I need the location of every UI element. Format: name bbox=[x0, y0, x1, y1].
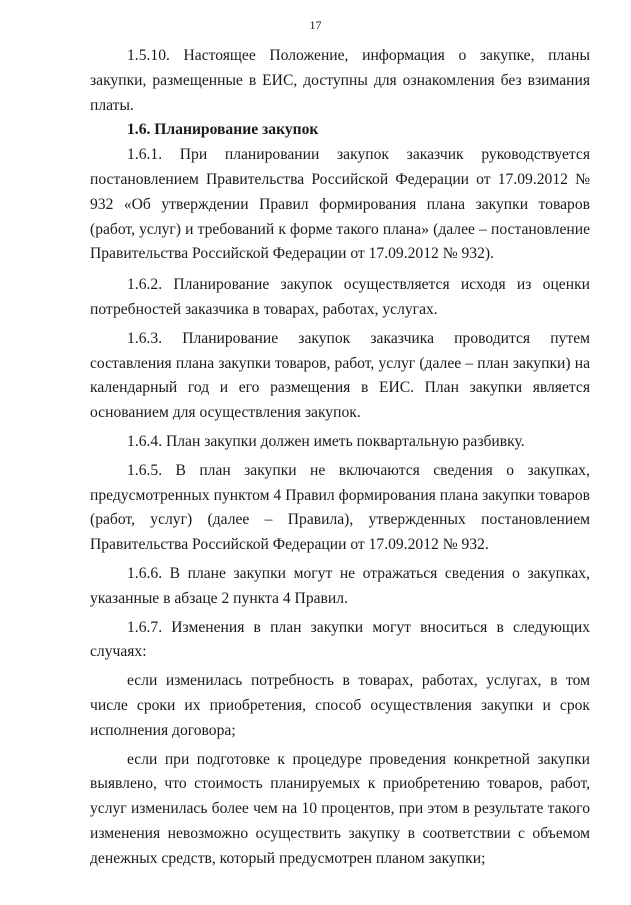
paragraph-1-6-5: 1.6.5. В план закупки не включаются сведения о закупках, предусмотренных пунктом 4 Правил формирования плана закупки товаров (работ, услуг) (далее – Правила), утвержденных постановлением Правительства Российской Федерации от 17.09.2012 № 932. bbox=[90, 461, 590, 554]
page-number: 17 bbox=[309, 18, 322, 32]
list-item-need-changed: если изменилась потребность в товарах, работах, услугах, в том числе сроки их приобретения, способ осуществления закупки и срок исполнения договора; bbox=[90, 672, 590, 739]
list-item-cost-changed: если при подготовке к процедуре проведения конкретной закупки выявлено, что стоимость планируемых к приобретению товаров, работ, услуг изменилась более чем на 10 процентов, при этом в результате такого изменения невозможно осуществить закупку в соответствии с объемом денежных средств, который предусмотрен планом закупки; bbox=[90, 750, 590, 867]
paragraph-1-6-4: 1.6.4. План закупки должен иметь поквартальную разбивку. bbox=[127, 432, 525, 450]
paragraph-1-6-3: 1.6.3. Планирование закупок заказчика проводится путем составления плана закупки товаров, работ, услуг (далее – план закупки) на календарный год и его размещения в ЕИС. План закупки является основанием для осуществления закупок. bbox=[90, 329, 590, 422]
paragraph-1-5-10: 1.5.10. Настоящее Положение, информация о закупке, планы закупки, размещенные в ЕИС, доступны для ознакомления без взимания платы. bbox=[90, 47, 590, 114]
paragraph-1-6-1: 1.6.1. При планировании закупок заказчик руководствуется постановлением Правительства Российской Федерации от 17.09.2012 № 932 «Об утверждении Правил формирования плана закупки товаров (работ, услуг) и требований к форме такого плана» (далее – постановление Правительства Российской Федерации от 17.09.2012 № 932). bbox=[90, 146, 590, 263]
paragraph-1-6-2: 1.6.2. Планирование закупок осуществляется исходя из оценки потребностей заказчика в товарах, работах, услугах. bbox=[90, 276, 590, 318]
section-heading: 1.6. Планирование закупок bbox=[127, 121, 319, 139]
paragraph-1-6-7: 1.6.7. Изменения в план закупки могут вноситься в следующих случаях: bbox=[90, 618, 590, 661]
paragraph-1-6-6: 1.6.6. В плане закупки могут не отражаться сведения о закупках, указанные в абзаце 2 пункта 4 Правил. bbox=[90, 564, 590, 607]
document-body bbox=[90, 44, 590, 872]
